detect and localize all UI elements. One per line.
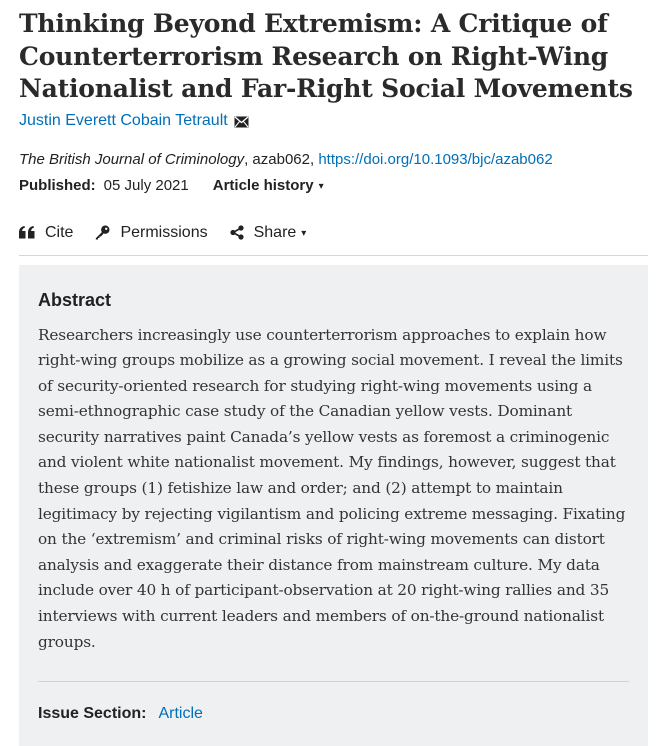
journal-name: The British Journal of Criminology [19,151,244,168]
cite-button[interactable] [19,224,73,242]
share-button[interactable] [230,224,307,242]
article-history-label: Article history [213,176,314,196]
issue-section-row [38,704,629,724]
published-date: 05 July 2021 [104,176,189,196]
published-label: Published: [19,176,96,196]
permissions-label: Permissions [120,224,207,242]
article-toolbar [19,221,648,245]
author-link[interactable]: Justin Everett Cobain Tetrault [19,111,228,131]
quote-icon [19,226,35,239]
abstract-section [19,265,648,746]
issue-section-link[interactable]: Article [158,704,202,724]
toolbar-divider [19,255,648,256]
key-icon [95,225,110,240]
chevron-down-icon: ▾ [301,228,306,239]
issue-section-label: Issue Section: [38,704,146,724]
share-icon [230,225,244,240]
doi-link[interactable]: https://doi.org/10.1093/bjc/azab062 [318,151,552,168]
article-page [19,8,648,746]
article-title: Thinking Beyond Extremism: A Critique of Counterterrorism Research on Right-Wing Nationalist and Far-Right Social Movements [19,8,648,106]
abstract-text: Researchers increasingly use counterterrorism approaches to explain how right-wing groups mobilize as a growing social movement. I reveal the limits of security-oriented research for studying right-wing movements using a semi-ethnographic case study of the Canadian yellow vests. Dominant security narratives paint Canada’s yellow vests as foremost a criminogenic and violent white nationalist movement. My findings, however, suggest that these groups (1) fetishize law and order; and (2) attempt to maintain legitimacy by rejecting vigilantism and policing extreme messaging. Fixating on the ‘extremism’ and criminal risks of right-wing movements can distort analysis and exaggerate their distance from mainstream culture. My data include over 40 h of participant-observation at 20 right-wing rallies and 35 interviews with current leaders and members of on-the-ground nationalist groups. [38,323,629,656]
author-list [19,111,648,131]
cite-label: Cite [45,224,73,242]
chevron-down-icon: ▾ [319,177,324,197]
article-history-toggle[interactable] [213,176,324,196]
share-label: Share [254,224,297,242]
publication-row [19,176,648,196]
abstract-divider [38,681,629,682]
article-id: , azab062, [244,151,318,168]
permissions-button[interactable] [95,224,207,242]
abstract-heading: Abstract [38,289,629,311]
citation-line [19,150,648,170]
envelope-icon[interactable] [234,114,249,126]
